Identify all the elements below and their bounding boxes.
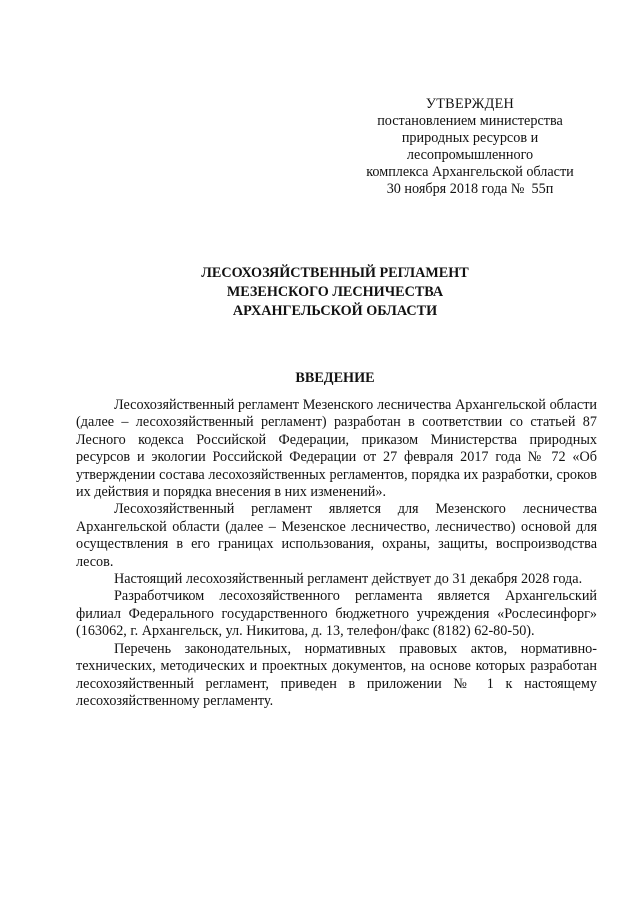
- approval-line: постановлением министерства: [377, 113, 563, 129]
- approval-date-number: 30 ноября 2018 года № 55п: [386, 181, 554, 197]
- paragraph: Лесохозяйственный регламент является для Мезенского лесничества Архангельской области (далее – Мезенское лесничество, лесничество) основой для осуществления в его границах использования, охраны, защиты, воспроизводства лесов.: [76, 501, 597, 570]
- section-heading-introduction: ВВЕДЕНИЕ: [295, 370, 375, 386]
- paragraph: Разработчиком лесохозяйственного регламента является Архангельский филиал Федерального государственного бюджетного учреждения «Рослесинфорг» (163062, г. Архангельск, ул. Никитова, д. 13, телефон/факс (8182) 62-80-50).: [76, 588, 597, 640]
- approval-line: комплекса Архангельской области: [366, 164, 574, 180]
- paragraph: Лесохозяйственный регламент Мезенского лесничества Архангельской области (далее – лесохозяйственный регламент) разработан в соответствии со статьей 87 Лесного кодекса Российской Федерации, приказом Министерства природных ресурсов и экологии Российской Федерации от 27 февраля 2017 года № 72 «Об утверждении состава лесохозяйственных регламентов, порядка их разработки, сроков их действия и порядка внесения в них изменений».: [76, 397, 597, 501]
- approval-heading: УТВЕРЖДЕН: [425, 96, 515, 112]
- document-title: [100, 264, 570, 321]
- approval-line: природных ресурсов и: [401, 130, 539, 146]
- approval-block: [345, 96, 595, 198]
- document-title-line: АРХАНГЕЛЬСКОЙ ОБЛАСТИ: [232, 303, 438, 319]
- approval-line: лесопромышленного: [406, 147, 534, 163]
- paragraph: Перечень законодательных, нормативных правовых актов, нормативно-технических, методических и проектных документов, на основе которых разработан лесохозяйственный регламент, приведен в приложении № 1 к настоящему лесохозяйственному регламенту.: [76, 640, 597, 709]
- introduction-body: [76, 397, 597, 710]
- document-title-line: ЛЕСОХОЗЯЙСТВЕННЫЙ РЕГЛАМЕНТ: [201, 265, 469, 281]
- paragraph: Настоящий лесохозяйственный регламент действует до 31 декабря 2028 года.: [114, 571, 583, 588]
- document-title-line: МЕЗЕНСКОГО ЛЕСНИЧЕСТВА: [226, 284, 444, 300]
